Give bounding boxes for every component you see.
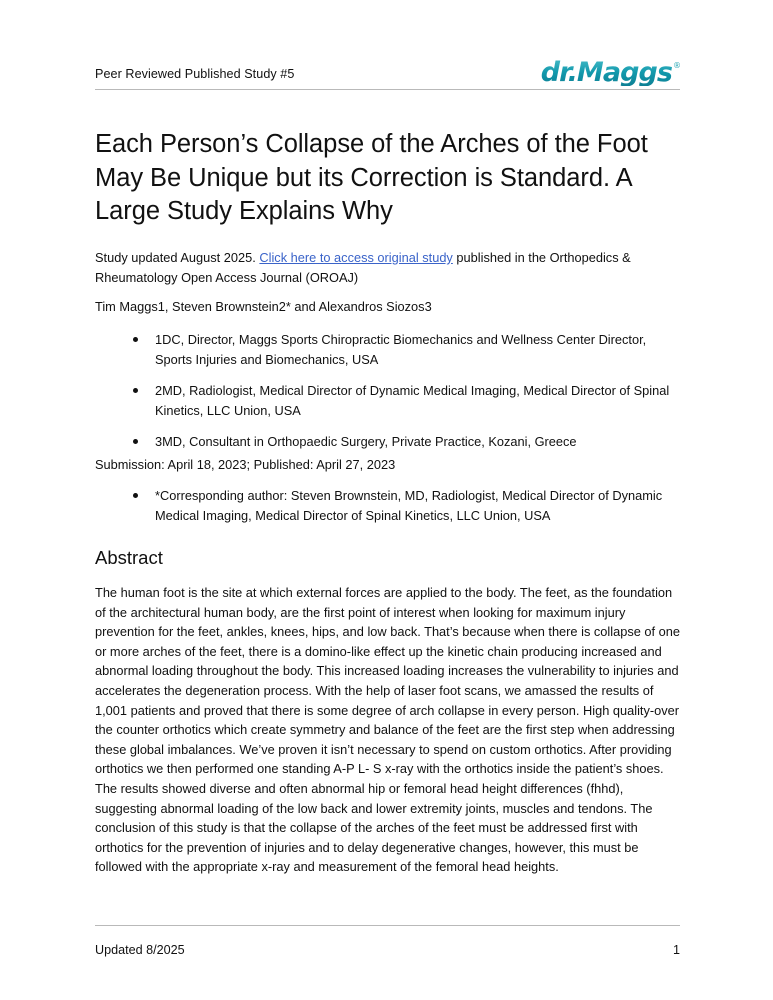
header-divider <box>95 89 680 90</box>
footer-updated: Updated 8/2025 <box>95 943 185 957</box>
document-footer <box>95 942 680 958</box>
header-row <box>95 52 680 86</box>
submission-dates: Submission: April 18, 2023; Published: April 27, 2023 <box>95 457 396 472</box>
footer-divider <box>95 925 680 926</box>
page-title: Each Person’s Collapse of the Arches of the Foot May Be Unique but its Correction is Standard. A Large Study Explains Why <box>95 130 648 225</box>
registered-trademark-icon: ® <box>673 61 681 70</box>
document-header <box>95 52 680 92</box>
original-study-link[interactable]: Click here to access original study <box>259 250 453 265</box>
study-updated-block <box>95 248 680 287</box>
affiliations-list <box>95 330 680 452</box>
submission-block <box>95 455 680 475</box>
bullet-icon <box>133 493 138 498</box>
bullet-icon <box>133 439 138 444</box>
study-updated-prefix: Study updated August 2025. <box>95 250 256 265</box>
abstract-body: The human foot is the site at which external forces are applied to the body. The feet, as the foundation of the architectural human body, are the first point of interest when looking for maximum injury prevention for the feet, ankles, knees, hips, and low back. That’s because when there is collapse of one or more arches of the feet, there is a domino-like effect up the kinetic chain producing increased and abnormal loading throughout the body. This increased loading increases the vulnerability to injuries and accelerates the degeneration process. With the help of laser foot scans, we amassed the results of 1,001 patients and proved that there is some degree of arch collapse in every person. High quality-over the counter orthotics which create symmetry and balance of the feet are the first step when addressing these global imbalances. We’ve proven it isn’t necessary to spend on custom orthotics. After providing orthotics we then performed one standing A-P L- S x-ray with the orthotics inside the patient’s shoes. The results showed diverse and often abnormal hip or femoral head height differences (fhhd), suggesting abnormal loading of the low back and lower extremity joints, muscles and tendons. The conclusion of this study is that the collapse of the arches of the feet must be addressed first with orthotics for the prevention of injuries and to delay degenerative changes, however, this must be followed with the appropriate x-ray and measurement of the femoral head heights. <box>95 585 680 875</box>
list-item <box>133 381 680 420</box>
bullet-icon <box>133 337 138 342</box>
page-content-area <box>95 0 680 1000</box>
affiliation-text: 1DC, Director, Maggs Sports Chiropractic Biomechanics and Wellness Center Director, Sports Injuries and Biomechanics, USA <box>155 332 647 367</box>
list-item <box>133 330 680 369</box>
study-updated-line <box>95 248 680 287</box>
affiliation-text: 2MD, Radiologist, Medical Director of Dynamic Medical Imaging, Medical Director of Spinal Kinetics, LLC Union, USA <box>155 383 670 418</box>
study-updated-suffix: published in the Orthopedics & Rheumatology Open Access Journal (OROAJ) <box>95 250 631 285</box>
list-item <box>133 486 680 525</box>
list-item <box>133 432 680 452</box>
study-label: Peer Reviewed Published Study #5 <box>95 67 295 81</box>
bullet-icon <box>133 388 138 393</box>
logo-wordmark: dr.Maggs <box>540 57 672 88</box>
corresponding-author-list <box>95 486 680 525</box>
corresponding-author-text: *Corresponding author: Steven Brownstein, MD, Radiologist, Medical Director of Dynamic Medical Imaging, Medical Director of Spinal Kinetics, LLC Union, USA <box>155 488 663 523</box>
abstract-heading: Abstract <box>95 547 163 568</box>
dr-maggs-logo <box>541 59 680 86</box>
affiliation-text: 3MD, Consultant in Orthopaedic Surgery, Private Practice, Kozani, Greece <box>155 434 577 449</box>
authors-list: Tim Maggs1, Steven Brownstein2* and Alexandros Siozos3 <box>95 299 432 314</box>
authors-block <box>95 297 680 317</box>
footer-page-number: 1 <box>672 943 680 957</box>
